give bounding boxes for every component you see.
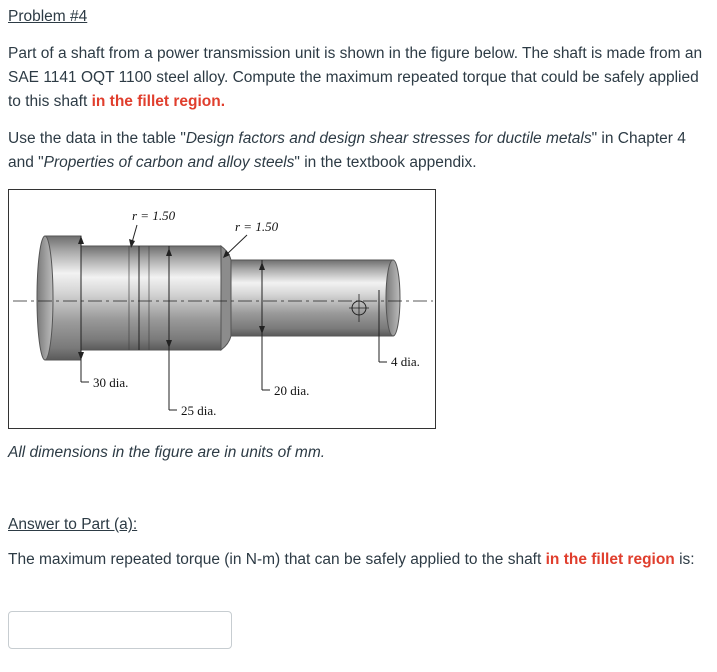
problem-statement-text: Part of a shaft from a power transmission unit is shown in the figure below. The shaft is made from an SAE 1141 OQT 1100 steel alloy. Compute the maximum repeated torque that could be safely applied to this shaft [8,45,703,110]
answer-prompt-text: The maximum repeated torque (in N-m) that can be safely applied to the shaft [8,551,546,568]
shaft-section-25 [81,246,221,350]
shaft-right-end [386,260,400,336]
label-4-dia: 4 dia. [391,354,420,369]
fillet-leader-2 [225,235,247,256]
label-25-dia: 25 dia. [181,403,217,418]
shaft-section-20 [231,260,397,336]
steel-properties-ref: Properties of carbon and alloy steels [43,154,295,171]
answer-title: Answer to Part (a): [8,516,138,533]
note-text-2: " in Chapter 4 and " [8,130,686,171]
fillet-shoulder [221,246,231,350]
answer-fillet-highlight: in the fillet region [545,551,675,568]
label-30-dia: 30 dia. [93,375,129,390]
label-20-dia: 20 dia. [274,383,310,398]
figure-caption: All dimensions in the figure are in units of mm. [8,444,326,461]
label-r2: r = 1.50 [235,219,279,234]
data-reference-note [8,127,708,175]
answer-prompt-end: is: [674,551,695,568]
answer-prompt [8,551,695,569]
answer-input[interactable] [8,611,232,649]
fillet-region-highlight: in the fillet region. [91,93,226,110]
shaft-drawing [9,190,435,428]
shaft-figure [8,189,436,429]
note-text-3: " in the textbook appendix. [294,154,477,171]
problem-statement [8,42,708,114]
note-text-1: Use the data in the table " [8,130,186,147]
shaft-left-end [37,236,53,360]
problem-title: Problem #4 [8,8,88,25]
label-r1: r = 1.50 [132,208,176,223]
design-factors-table-ref: Design factors and design shear stresses for ductile metals [185,130,592,147]
